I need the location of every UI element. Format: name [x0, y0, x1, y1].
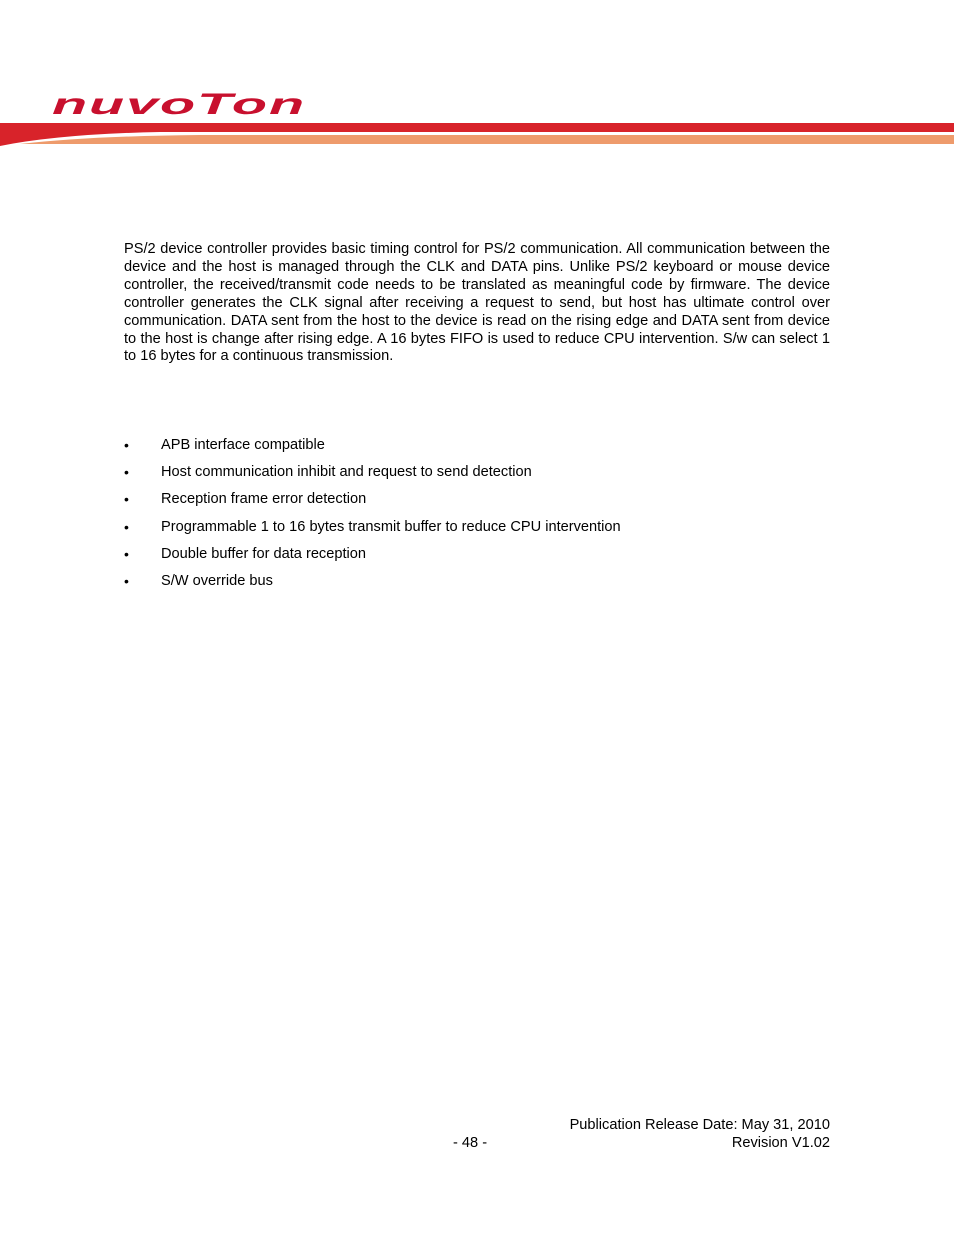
- revision: Revision V1.02: [731, 1135, 830, 1151]
- header-band: [0, 120, 954, 150]
- feature-text: Host communication inhibit and request to send detection: [161, 464, 532, 481]
- list-item: [124, 462, 830, 489]
- bullet: •: [124, 491, 129, 508]
- feature-text: S/W override bus: [161, 572, 273, 589]
- release-date: Publication Release Date: May 31, 2010: [569, 1117, 830, 1133]
- page-footer: [0, 1116, 954, 1156]
- feature-text: Reception frame error detection: [161, 491, 367, 508]
- list-item: [124, 544, 830, 571]
- list-item: [124, 517, 830, 544]
- bullet: •: [124, 518, 129, 535]
- svg-text:nuvoTon: nuvoTon: [52, 92, 306, 116]
- feature-text: Programmable 1 to 16 bytes transmit buffer to reduce CPU intervention: [161, 518, 621, 535]
- feature-text: APB interface compatible: [161, 437, 325, 453]
- feature-list: [124, 435, 830, 598]
- bullet: •: [124, 437, 129, 453]
- bullet: •: [124, 545, 129, 562]
- list-item: [124, 435, 830, 462]
- list-item: [124, 571, 830, 598]
- bullet: •: [124, 464, 129, 481]
- page-number: - 48 -: [453, 1135, 488, 1151]
- description-paragraph: PS/2 device controller provides basic timing control for PS/2 communication. All communication between the device and the host is managed through the CLK and DATA pins. Unlike PS/2 keyboard or mouse device controller, the received/transmit code needs to be translated as meaningful code by firmware. The device controller generates the CLK signal after receiving a request to send, but host has ultimate control over communication. DATA sent from the host to the device is read on the rising edge and DATA sent from device to the host is change after rising edge. A 16 bytes FIFO is used to reduce CPU intervention. S/w can select 1 to 16 bytes for a continuous transmission.: [124, 241, 830, 365]
- bullet: •: [124, 572, 129, 589]
- feature-text: Double buffer for data reception: [161, 545, 366, 562]
- list-item: [124, 489, 830, 516]
- nuvoton-logo: [52, 92, 308, 116]
- page-header: [0, 0, 954, 150]
